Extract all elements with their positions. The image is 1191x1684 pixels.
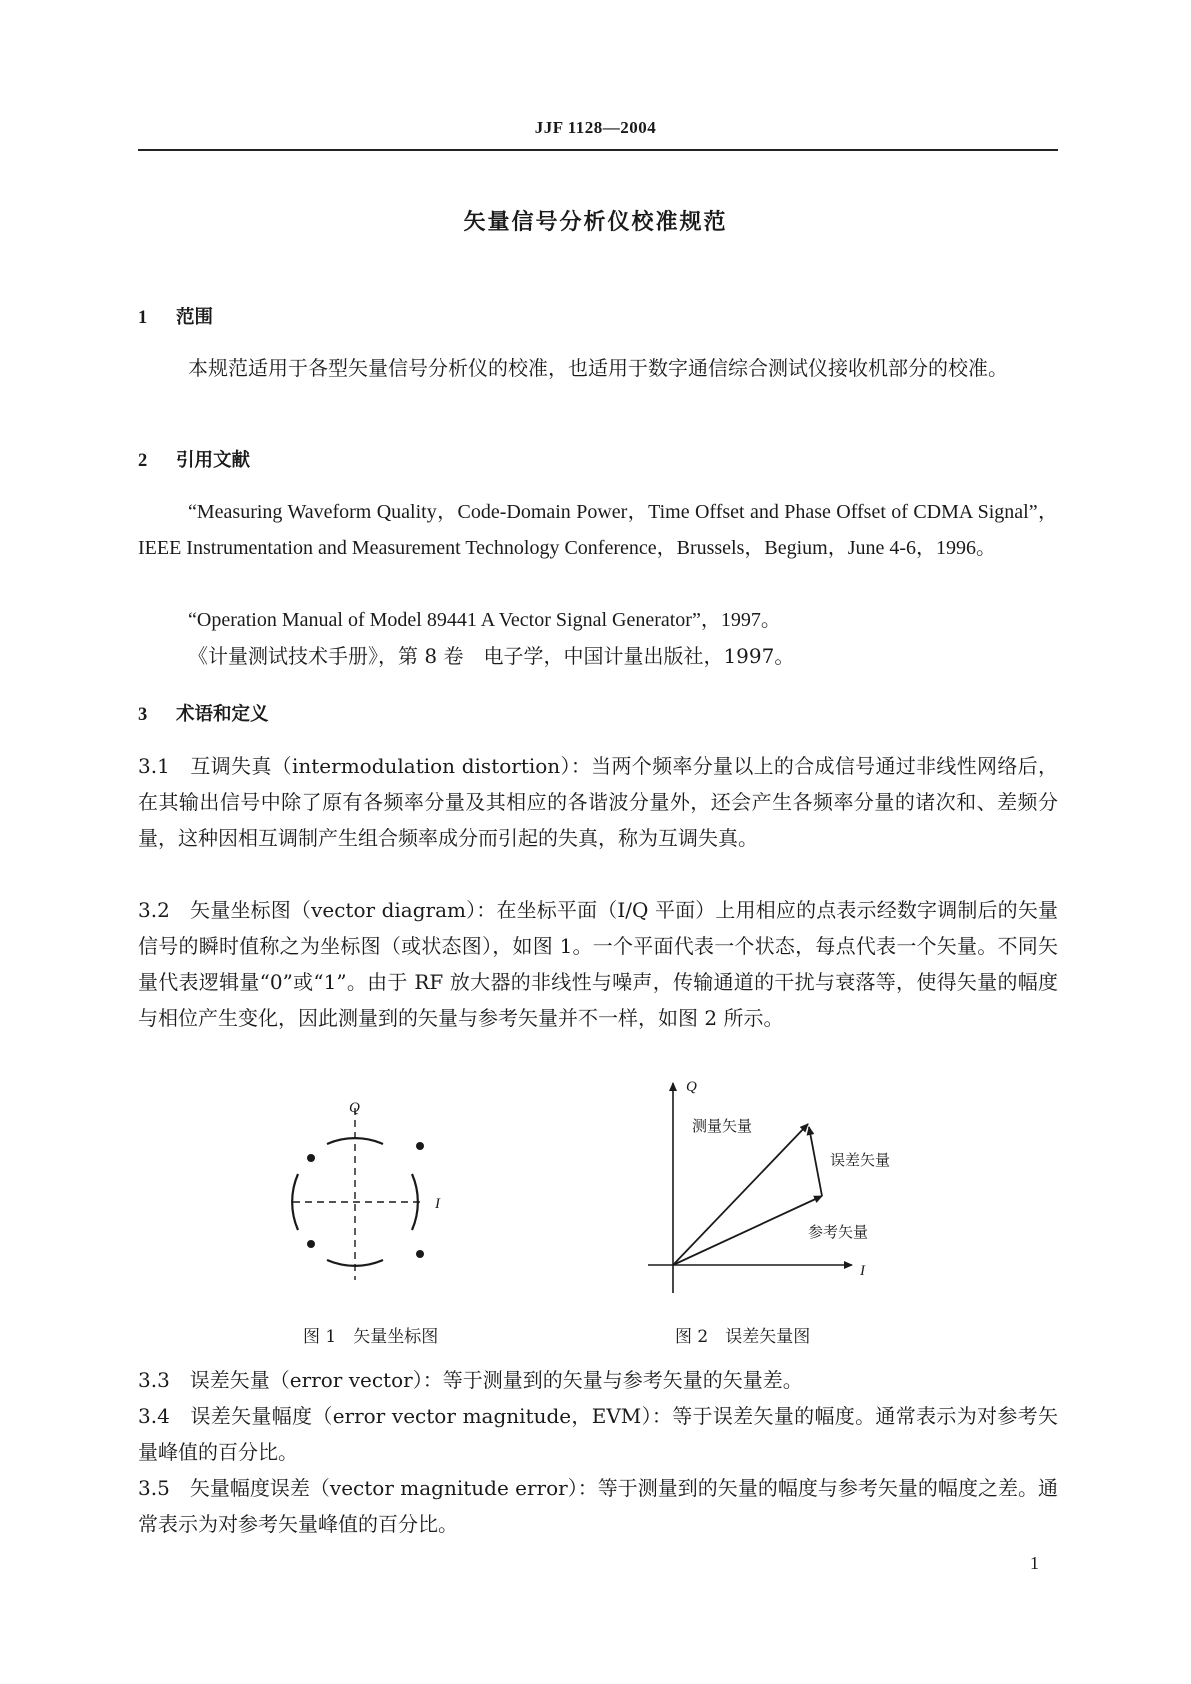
section-1-heading [138,303,213,329]
document-title: 矢量信号分析仪校准规范 [463,210,728,235]
q-axis-label: Q [349,1100,360,1116]
reference-2: “Operation Manual of Model 89441 A Vector Signal Generator”，1997。 [188,609,781,631]
arc-top [327,1138,383,1144]
section-number: 3 [138,705,148,725]
measured-vector [673,1124,808,1265]
figure-1-vector-diagram [285,1090,485,1290]
figure-1-caption: 图 1 矢量坐标图 [303,1327,439,1347]
q-axis-label: Q [686,1079,697,1095]
section-title: 术语和定义 [176,704,269,725]
definition-3-1: 3.1 互调失真（intermodulation distortion）：当两个频率分量以上的合成信号通过非线性网络后，在其输出信号中除了原有各频率分量及其相应的各谐波分量外，还会产生各频率分量的诸次和、差频分量，这种因相互调制产生组合频率成分而引起的失真，称为互调失真。 [138,754,1058,850]
definition-3-5: 3.5 矢量幅度误差（vector magnitude error）：等于测量到的矢量的幅度与参考矢量的幅度之差。通常表示为对参考矢量峰值的百分比。 [138,1476,1058,1536]
document-code: JJF 1128—2004 [534,118,657,137]
header-rule [138,149,1058,151]
i-axis-label: I [435,1196,440,1212]
scope-paragraph: 本规范适用于各型矢量信号分析仪的校准，也适用于数字通信综合测试仪接收机部分的校准。 [188,356,1008,380]
section-title: 范围 [176,307,214,328]
reference-1: “Measuring Waveform Quality，Code-Domain Power，Time Offset and Phase Offset of CDMA Signal”，IEEE Instrumentation and Measurement Technology Conference，Brussels，Begium，June 4-6，1996。 [138,501,1058,559]
definition-3-2: 3.2 矢量坐标图（vector diagram）：在坐标平面（I/Q 平面）上用相应的点表示经数字调制后的矢量信号的瞬时值称之为坐标图（或状态图），如图 1。一个平面代表一个状态，每点代表一个矢量。不同矢量代表逻辑量“0”或“1”。由于 RF 放大器的非线性与噪声，传输通道的干扰与衰落等，使得矢量的幅度与相位产生变化，因此测量到的矢量与参考矢量并不一样，如图 2 所示。 [138,898,1058,1030]
section-number: 2 [138,451,148,471]
i-axis-label: I [860,1263,865,1279]
constellation-point [307,1240,315,1248]
error-vector-label: 误差矢量 [830,1151,891,1169]
definition-3-3: 3.3 误差矢量（error vector）：等于测量到的矢量与参考矢量的矢量差。 [138,1368,803,1392]
section-title: 引用文献 [176,450,251,471]
figure-2-caption: 图 2 误差矢量图 [675,1327,811,1347]
measured-vector-label: 测量矢量 [692,1117,753,1135]
reference-vector-label: 参考矢量 [808,1223,869,1241]
reference-vector [673,1196,822,1265]
constellation-point [416,1250,424,1258]
section-3-heading [138,700,269,726]
error-vector [809,1127,822,1196]
page-number: 1 [1030,1553,1039,1573]
section-number: 1 [138,308,148,328]
constellation-point [416,1142,424,1150]
section-2-heading [138,446,250,472]
arc-bottom [327,1260,383,1266]
figure-2-error-vector-diagram [640,1075,920,1305]
definition-3-4: 3.4 误差矢量幅度（error vector magnitude，EVM）：等于误差矢量的幅度。通常表示为对参考矢量峰值的百分比。 [138,1404,1058,1464]
reference-3: 《计量测试技术手册》，第 8 卷 电子学，中国计量出版社，1997。 [188,644,795,668]
constellation-point [307,1154,315,1162]
